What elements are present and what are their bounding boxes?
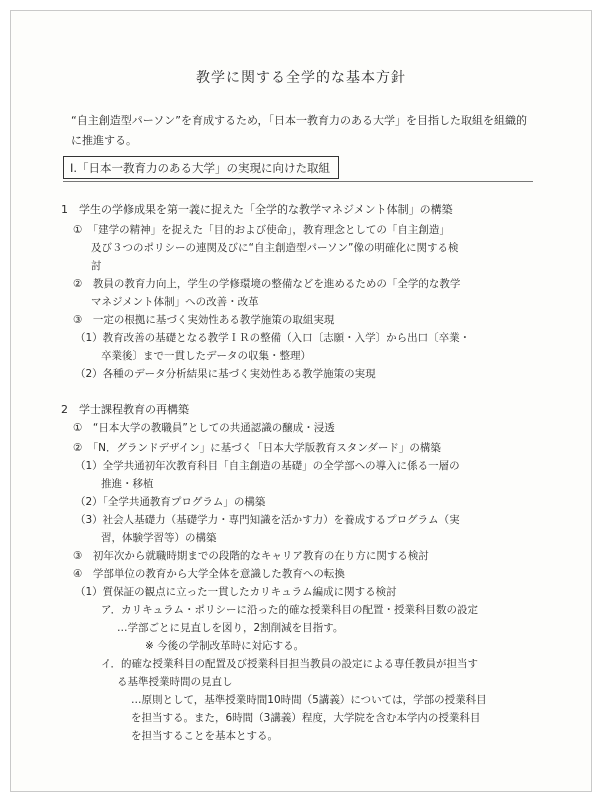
body-line-s1-3: ③ 一定の根拠に基づく実効性ある教学施策の取組実現 bbox=[73, 314, 335, 326]
body-line-s1-2: ② 教員の教育力向上，学生の学修環境の整備などを進めるための「全学的な教学 bbox=[73, 278, 461, 290]
body-line-s2-1: ① “日本大学の教職員”としての共通認識の醸成・浸透 bbox=[73, 422, 335, 434]
body-line-s1: 1 学生の学修成果を第一義に捉えた「全学的な教学マネジメント体制」の構築 bbox=[61, 203, 453, 216]
body-line-s2-2a: （1）全学共通初年次教育科目「自主創造の基礎」の全学部への導入に係る一層の bbox=[75, 460, 460, 472]
body-line-s1-1: ① 「建学の精神」を捉えた「目的および使命」，教育理念としての「自主創造」 bbox=[73, 224, 450, 236]
body-line-s1-3b: （2）各種のデータ分析結果に基づく実効性ある教学施策の実現 bbox=[75, 368, 376, 380]
body-line-s1-3a: （1）教育改善の基礎となる教学ＩＲの整備（入口〔志願・入学〕から出口〔卒業・ bbox=[75, 332, 471, 344]
document-page bbox=[10, 10, 592, 792]
body-line-s2-4ab: イ．的確な授業科目の配置及び授業科目担当教員の設定による専任教員が担当す bbox=[101, 658, 479, 670]
body-line-s2-4abe: を担当することを基本とする。 bbox=[131, 730, 278, 742]
body-line-s2-4aac: ※ 今後の学制改革時に対応する。 bbox=[145, 640, 305, 652]
body-line-s2-4a: （1）質保証の観点に立った一貫したカリキュラム編成に関する検討 bbox=[75, 586, 397, 598]
body-line-s2-4abc: …原則として，基準授業時間10時間（5講義）については，学部の授業科目 bbox=[131, 694, 487, 706]
body-line-s2-2cb: 習，体験学習等）の構築 bbox=[101, 532, 217, 544]
body-line-s1-1b: 及び３つのポリシーの連関及びに“自主創造型パーソン”像の明確化に関する検 bbox=[91, 242, 459, 254]
body-line-s1-1c: 討 bbox=[91, 260, 102, 272]
body-line-s2-2ab: 推進・移植 bbox=[101, 478, 154, 490]
body-line-s1-3ab: 卒業後〕まで一貫したデータの収集・整理） bbox=[101, 350, 311, 362]
body-line-s2-4abb: る基準授業時間の見直し bbox=[117, 676, 233, 688]
body-line-s2-4aa: ア．カリキュラム・ポリシーに沿った的確な授業科目の配置・授業科目数の設定 bbox=[101, 604, 479, 616]
body-line-s2: 2 学士課程教育の再構築 bbox=[61, 403, 189, 416]
section-heading-box: Ⅰ.「日本一教育力のある大学」の実現に向けた取組 bbox=[63, 156, 339, 179]
body-line-s2-2c: （3）社会人基礎力（基礎学力・専門知識を活かす力）を養成するプログラム（実 bbox=[75, 514, 460, 526]
body-line-s2-2b: （2）「全学共通教育プログラム」の構築 bbox=[75, 496, 266, 508]
body-line-s2-3: ③ 初年次から就職時期までの段階的なキャリア教育の在り方に関する検討 bbox=[73, 550, 429, 562]
body-line-s1-2b: マネジメント体制」への改善・改革 bbox=[91, 296, 259, 308]
intro-paragraph: “自主創造型パーソン”を育成するため，「日本一教育力のある大学」を目指した取組を組織的に推進する。 bbox=[71, 114, 528, 147]
body-line-s2-4aab: …学部ごとに見直しを図り，2割削減を目指す。 bbox=[117, 622, 344, 634]
heading-underline bbox=[63, 181, 533, 182]
page-title: 教学に関する全学的な基本方針 bbox=[196, 70, 406, 86]
body-line-s2-4: ④ 学部単位の教育から大学全体を意識した教育への転換 bbox=[73, 568, 345, 580]
body-line-s2-2: ② 「N．グランドデザイン」に基づく「日本大学版教育スタンダード」の構築 bbox=[73, 442, 441, 454]
body-line-s2-4abd: を担当する。また，6時間（3講義）程度，大学院を含む本学内の授業科目 bbox=[131, 712, 481, 724]
